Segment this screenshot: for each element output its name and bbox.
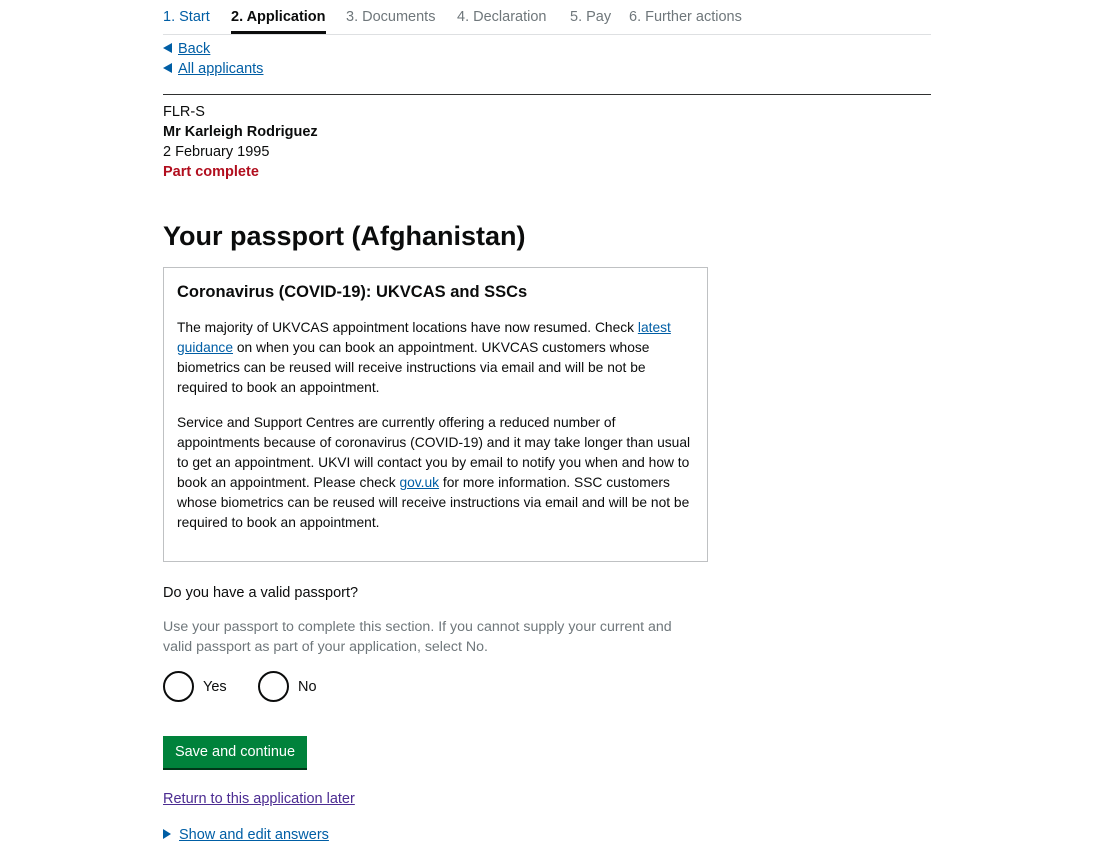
back-link[interactable] xyxy=(163,41,210,57)
applicant-name: Mr Karleigh Rodriguez xyxy=(163,124,318,140)
status-badge: Part complete xyxy=(163,164,259,180)
step-pay: 5. Pay xyxy=(570,9,612,25)
application-type: FLR-S xyxy=(163,104,205,120)
step-further-actions: 6. Further actions xyxy=(629,9,742,25)
back-arrow-icon xyxy=(163,63,172,73)
notice-text: Service and Support Centres are currently offering a reduced number of appointments because of coronavirus (COVID-19) and it may take longer than usual to get an appointment. UKVI will contact you by email to notify you when and how to book an appointment. Please check xyxy=(177,415,691,490)
applicant-dob: 2 February 1995 xyxy=(163,144,270,160)
page-title: Your passport (Afghanistan) xyxy=(163,221,526,251)
radio-no-circle[interactable] xyxy=(258,671,289,702)
passport-question-label: Do you have a valid passport? xyxy=(163,585,359,601)
notice-text: The majority of UKVCAS appointment locations have now resumed. Check xyxy=(177,320,638,335)
notice-paragraph-ukvcas xyxy=(177,318,692,398)
radio-no-label[interactable]: No xyxy=(298,679,317,695)
passport-question-hint: Use your passport to complete this section. If you cannot supply your current and valid passport as part of your application, select No. xyxy=(163,619,672,655)
back-arrow-icon xyxy=(163,43,172,53)
step-start[interactable]: 1. Start xyxy=(163,9,210,25)
show-edit-answers-toggle[interactable] xyxy=(163,827,329,843)
radio-yes-label[interactable]: Yes xyxy=(203,679,227,695)
step-declaration: 4. Declaration xyxy=(457,9,547,25)
step-documents: 3. Documents xyxy=(346,9,436,25)
radio-yes-circle[interactable] xyxy=(163,671,194,702)
step-application: 2. Application xyxy=(231,9,326,25)
notice-text: on when you can book an appointment. UKVCAS customers whose biometrics can be reused will receive instructions via email and will be not be required to book an appointment. xyxy=(177,340,650,395)
expand-arrow-icon xyxy=(163,829,171,839)
covid-notice-panel xyxy=(163,267,708,562)
notice-text: for more information. SSC customers whose biometrics can be reused will receive instructions via email and will be not be required to book an appointment. xyxy=(177,475,690,530)
notice-heading: Coronavirus (COVID-19): UKVCAS and SSCs xyxy=(177,283,528,301)
return-later-link[interactable]: Return to this application later xyxy=(163,791,355,807)
save-and-continue-button[interactable]: Save and continue xyxy=(163,736,307,768)
all-applicants-link[interactable] xyxy=(163,61,263,77)
all-applicants-label: All applicants xyxy=(178,61,264,77)
notice-paragraph-ssc xyxy=(177,413,692,533)
gov-uk-link[interactable]: gov.uk xyxy=(399,475,440,490)
section-divider xyxy=(163,94,931,95)
back-link-label: Back xyxy=(178,41,211,57)
progress-steps xyxy=(163,0,931,35)
show-edit-answers-label[interactable]: Show and edit answers xyxy=(179,827,329,843)
latest-guidance-link[interactable]: latest guidance xyxy=(177,320,671,355)
